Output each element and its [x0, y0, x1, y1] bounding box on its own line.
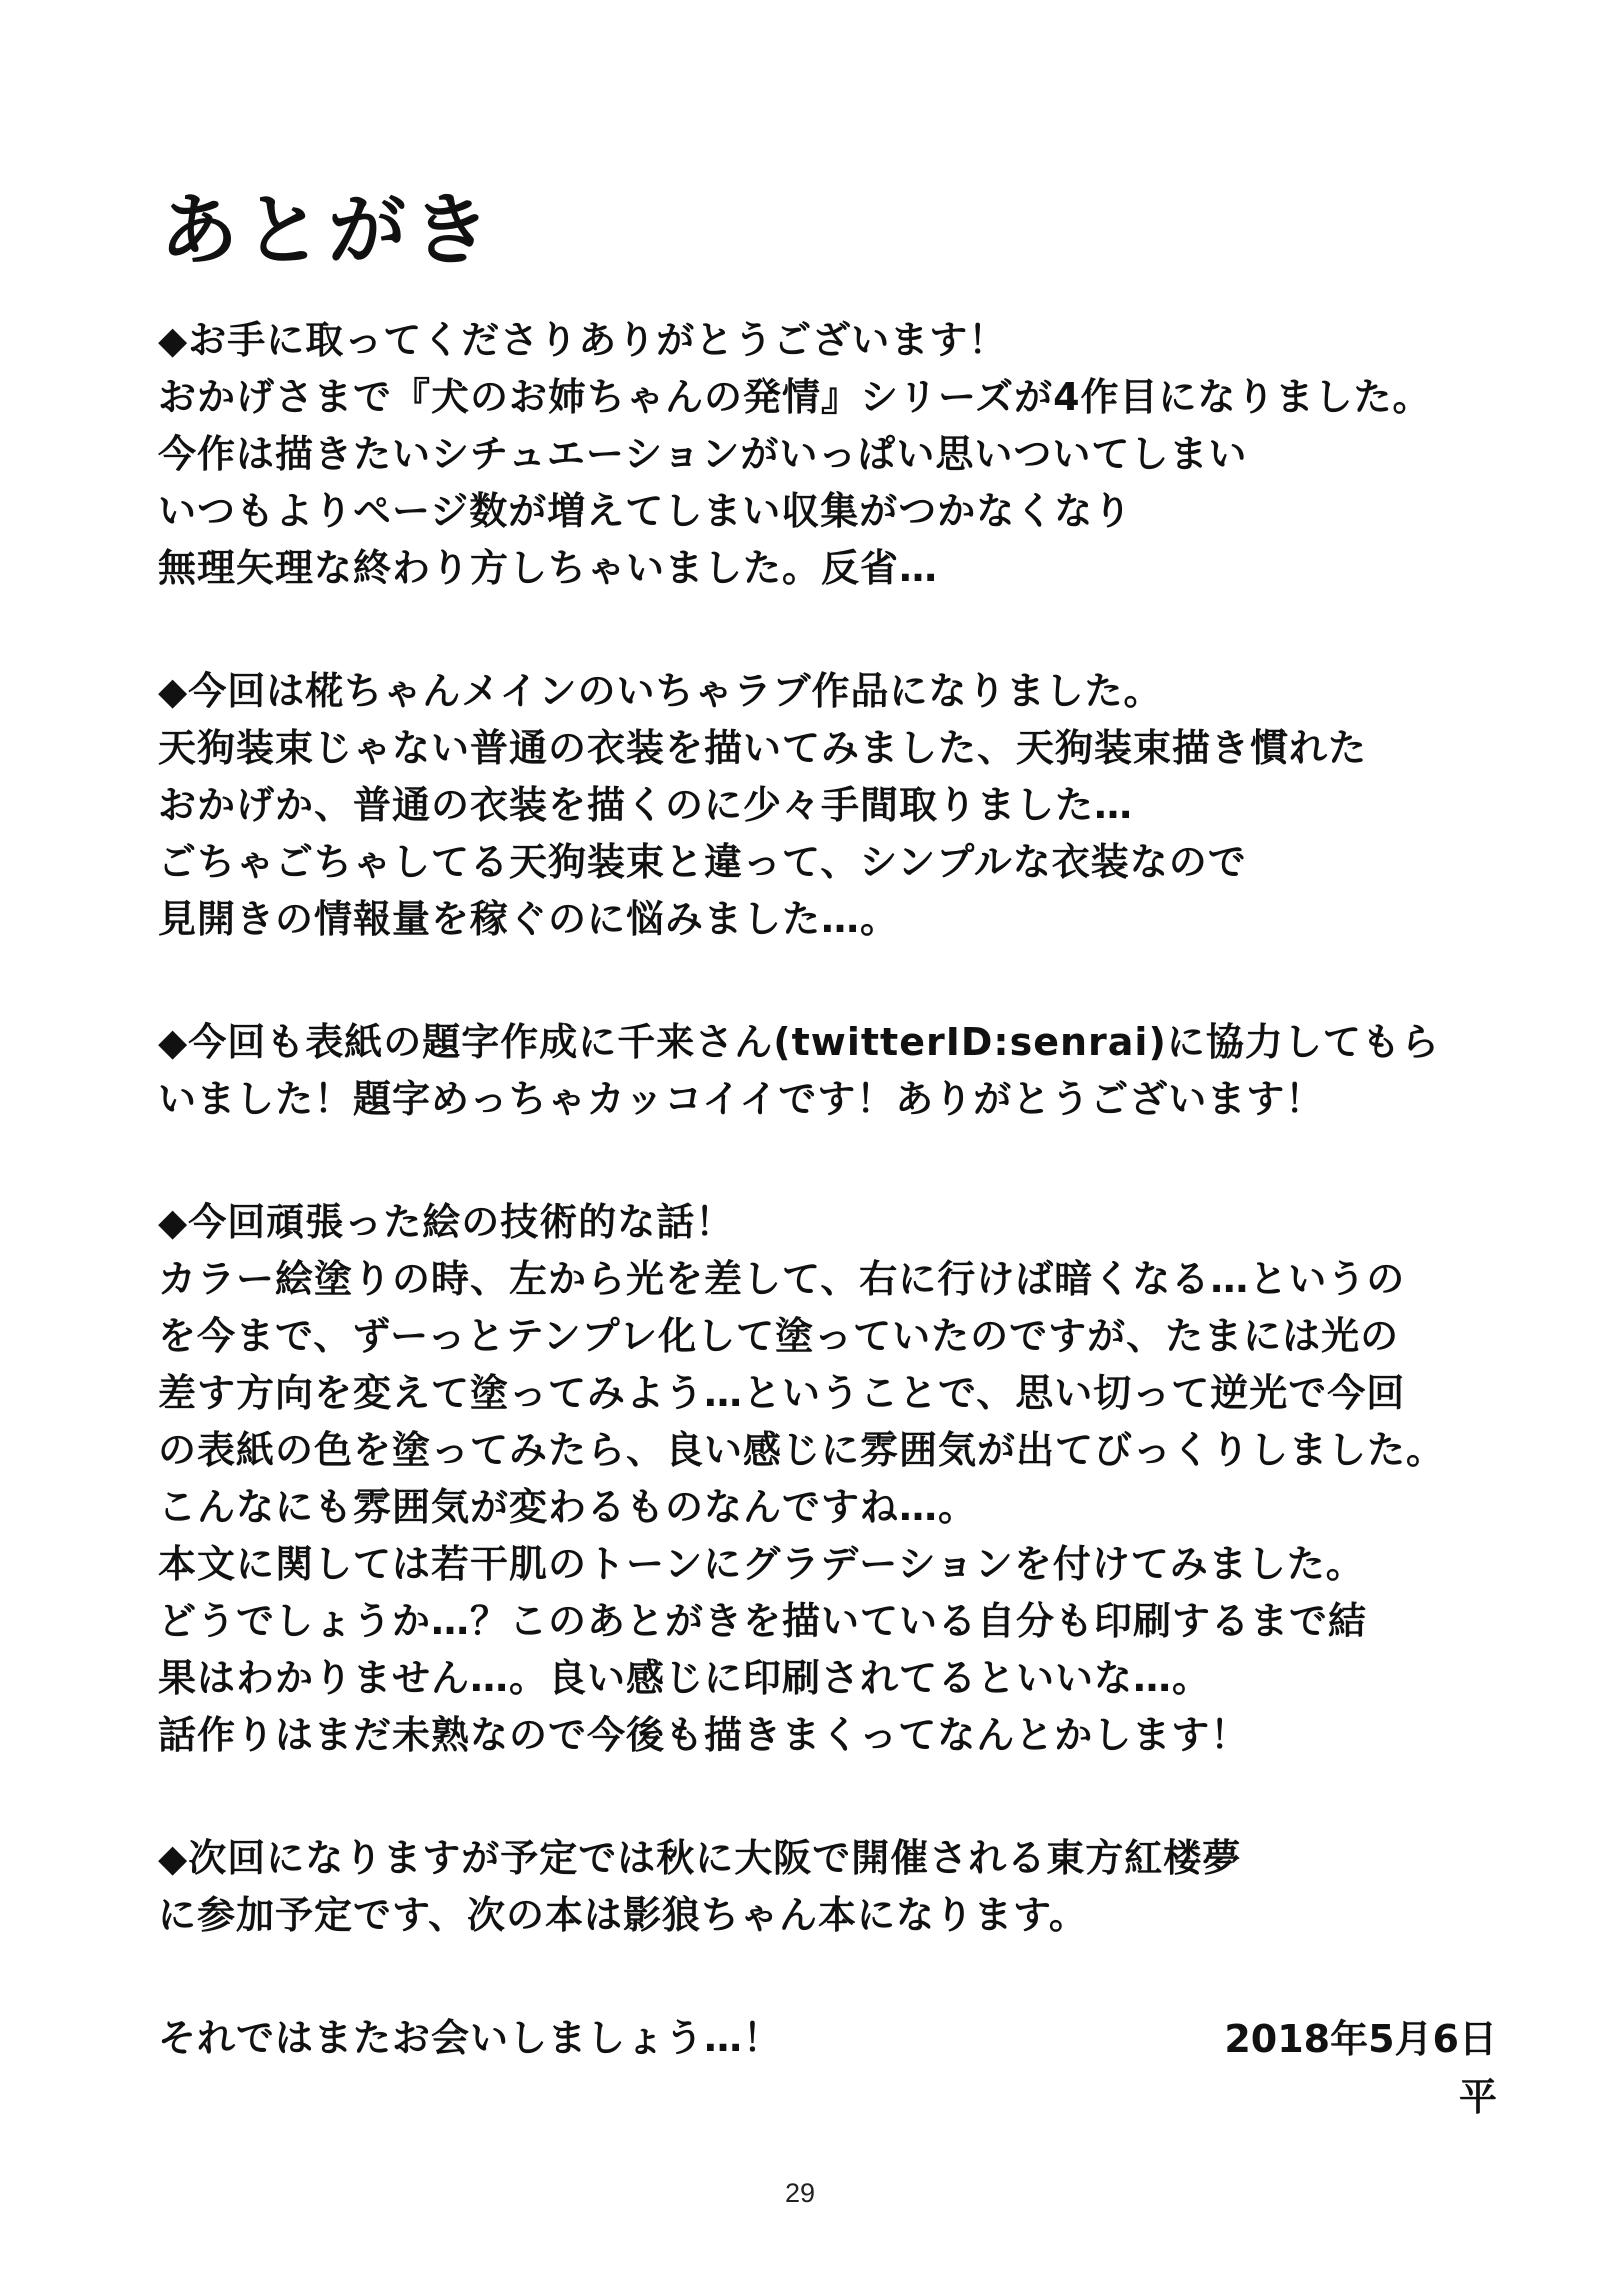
- text-line: ◆次回になりますが予定では秋に大阪で開催される東方紅楼夢: [158, 1836, 1242, 1880]
- paragraph-cover-title: [158, 1014, 1488, 1128]
- text-line: ◆今回は椛ちゃんメインのいちゃラブ作品になりました。: [158, 669, 1163, 713]
- paragraph-next-event: [158, 1830, 1488, 1944]
- text-line: 天狗装束じゃない普通の衣装を描いてみました、天狗装束描き慣れた: [158, 726, 1368, 770]
- text-line: ◆お手に取ってくださりありがとうございます！: [158, 318, 1008, 362]
- text-line: を今まで、ずーっとテンプレ化して塗っていたのですが、たまには光の: [158, 1314, 1400, 1358]
- text-line: 見開きの情報量を稼ぐのに悩みました…。: [158, 897, 900, 941]
- paragraph-thanks: [158, 312, 1488, 597]
- signature-block: [1224, 2010, 1497, 2126]
- text-line: 無理矢理な終わり方しちゃいました。反省…: [158, 546, 939, 590]
- afterword-body: [158, 312, 1488, 2067]
- text-line: の表紙の色を塗ってみたら、良い感じに雰囲気が出てびっくりしました。: [158, 1428, 1446, 1472]
- text-line: おかげさまで『犬のお姉ちゃんの発情』シリーズが4作目になりました。: [158, 375, 1432, 419]
- page-title: あとがき: [160, 186, 497, 276]
- closing-line: それではまたお会いしましょう…！: [158, 2016, 783, 2060]
- text-line: 本文に関しては若干肌のトーンにグラデーションを付けてみました。: [158, 1542, 1365, 1586]
- text-line: ◆今回頑張った絵の技術的な話！: [158, 1200, 735, 1244]
- text-line: いつもよりページ数が増えてしまい収集がつかなくなり: [158, 489, 1133, 533]
- paragraph-technique: [158, 1194, 1488, 1764]
- text-line: 差す方向を変えて塗ってみよう…ということで、思い切って逆光で今回: [158, 1371, 1406, 1415]
- text-line: こんなにも雰囲気が変わるものなんですね…。: [158, 1485, 978, 1529]
- paragraph-this-volume: [158, 663, 1488, 948]
- text-line: おかげか、普通の衣装を描くのに少々手間取りました…: [158, 783, 1134, 827]
- text-line: ごちゃごちゃしてる天狗装束と違って、シンプルな衣装なので: [158, 840, 1247, 884]
- page-number: 29: [784, 2178, 816, 2208]
- text-line: どうでしょうか…？このあとがきを描いている自分も印刷するまで結: [158, 1599, 1368, 1643]
- text-line: に参加予定です、次の本は影狼ちゃん本になります。: [158, 1893, 1088, 1937]
- text-line: ◆今回も表紙の題字作成に千来さん(twitterID:senrai)に協力してもら: [158, 1020, 1440, 1064]
- text-line: 今作は描きたいシチュエーションがいっぱい思いついてしまい: [158, 432, 1248, 476]
- text-line: いました！題字めっちゃカッコイイです！ありがとうございます！: [158, 1077, 1325, 1121]
- text-line: カラー絵塗りの時、左から光を差して、右に行けば暗くなる…というの: [158, 1257, 1406, 1301]
- text-line: 果はわかりません…。良い感じに印刷されてるといいな…。: [158, 1656, 1212, 1700]
- signature-date: 2018年5月6日: [1224, 2017, 1497, 2061]
- text-line: 話作りはまだ未熟なので今後も描きまくってなんとかします！: [158, 1713, 1250, 1757]
- signature-author: 平: [1458, 2075, 1497, 2119]
